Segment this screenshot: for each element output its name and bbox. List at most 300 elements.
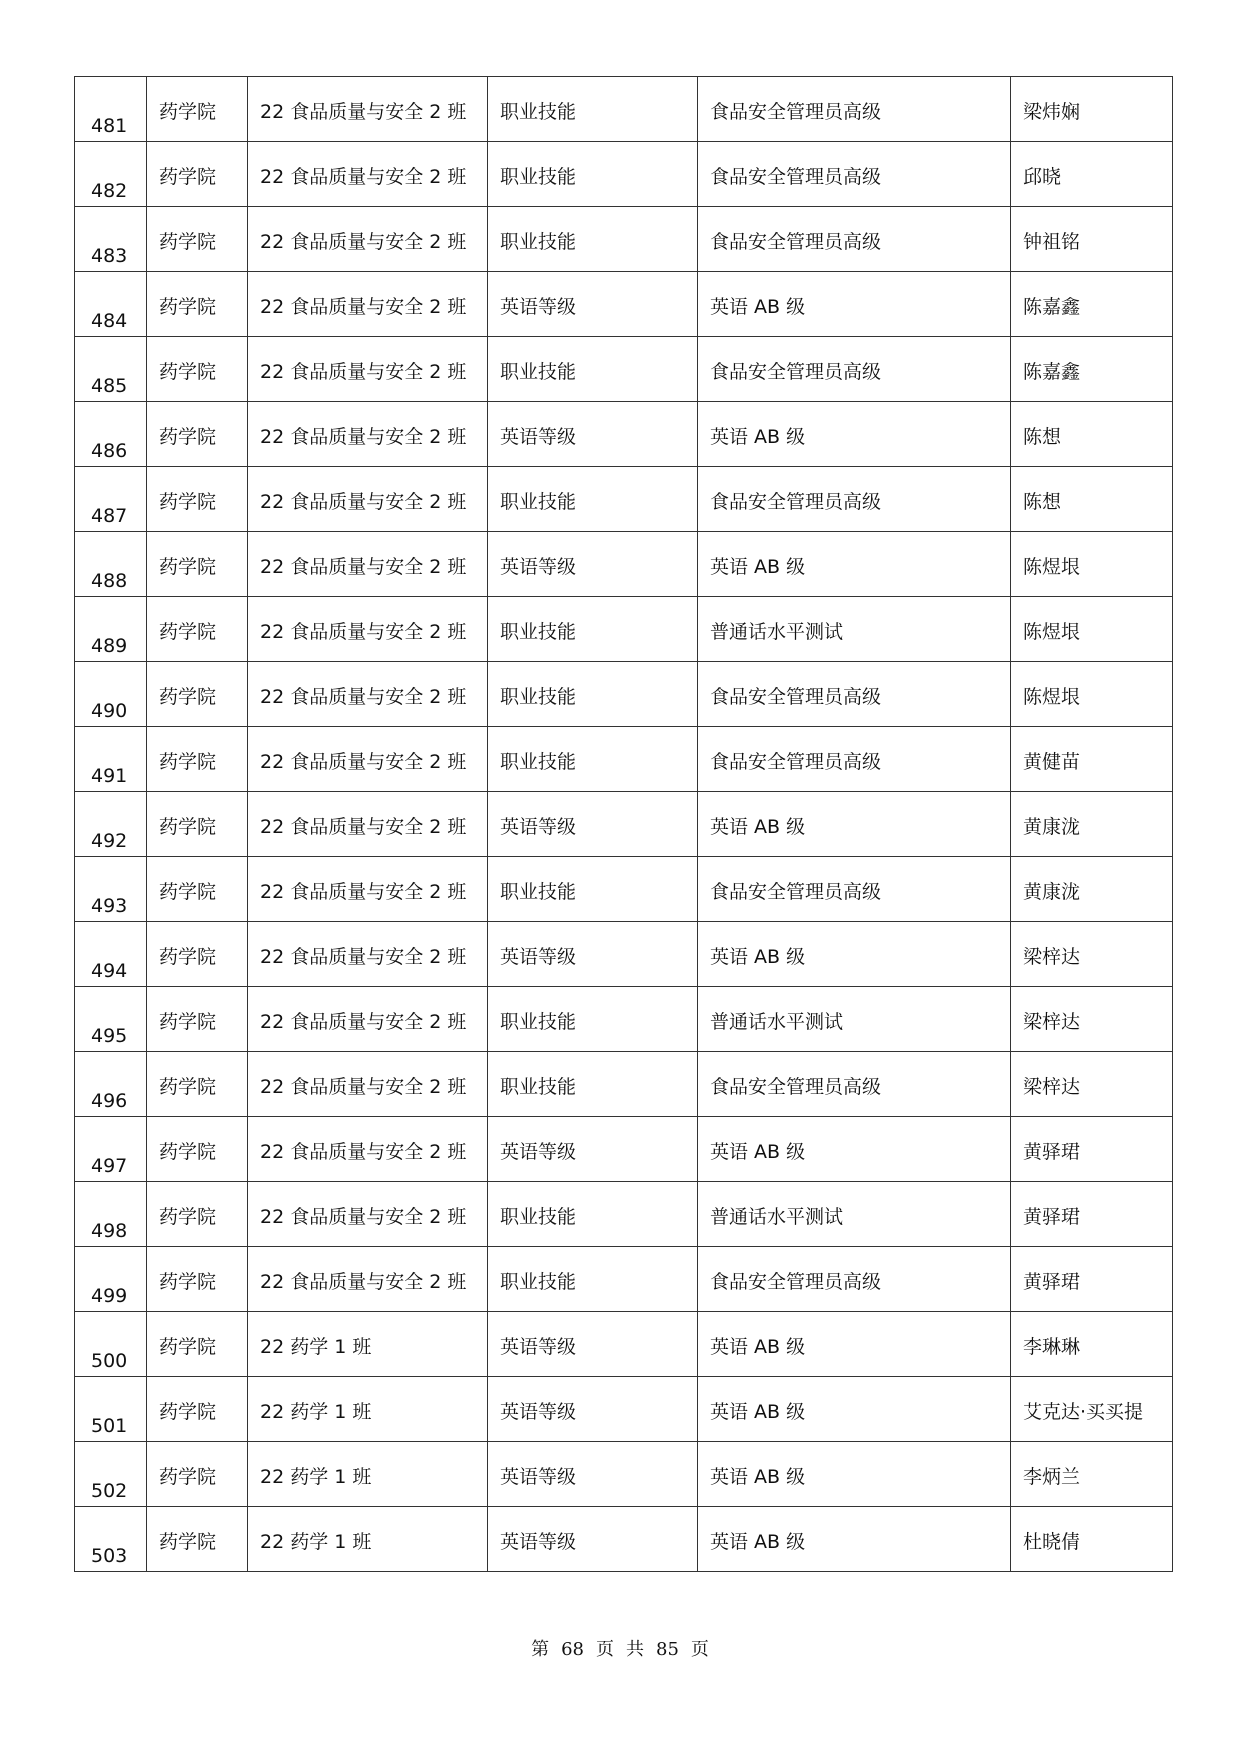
cert-category-cell	[488, 532, 698, 597]
row-number: 501	[91, 1415, 128, 1437]
student-name-cell	[1011, 532, 1173, 597]
row-number-cell	[75, 857, 147, 922]
row-number-cell	[75, 1507, 147, 1572]
college-cell	[147, 77, 248, 142]
student-name: 艾克达·买买提	[1023, 1401, 1144, 1423]
class-name-cell	[248, 402, 488, 467]
cert-name-cell	[698, 337, 1011, 402]
row-number: 486	[91, 440, 128, 462]
cert-category-cell	[488, 467, 698, 532]
footer-page-word: 页	[596, 1639, 614, 1660]
cert-category: 英语等级	[500, 1531, 577, 1553]
cert-name-cell	[698, 272, 1011, 337]
class-name-cell	[248, 987, 488, 1052]
cert-name: 英语 AB 级	[710, 1336, 806, 1358]
class-name-cell	[248, 337, 488, 402]
row-number-cell	[75, 1442, 147, 1507]
cert-category: 英语等级	[500, 1401, 577, 1423]
table-row	[75, 1052, 1173, 1117]
cert-name-cell	[698, 662, 1011, 727]
student-name-cell	[1011, 597, 1173, 662]
class-name-cell	[248, 662, 488, 727]
class-name-cell	[248, 1052, 488, 1117]
college-cell	[147, 792, 248, 857]
cert-name-cell	[698, 77, 1011, 142]
cert-category: 职业技能	[500, 621, 577, 643]
cert-category-cell	[488, 272, 698, 337]
row-number: 485	[91, 375, 128, 397]
college-cell	[147, 1507, 248, 1572]
cert-category: 英语等级	[500, 816, 577, 838]
cert-name-cell	[698, 467, 1011, 532]
student-name: 黄驿珺	[1023, 1271, 1081, 1293]
row-number-cell	[75, 597, 147, 662]
cert-category: 职业技能	[500, 1271, 577, 1293]
class-name: 22 食品质量与安全 2 班	[260, 1141, 467, 1163]
certificate-table	[74, 76, 1173, 1572]
college-cell	[147, 532, 248, 597]
table-row	[75, 922, 1173, 987]
cert-name: 英语 AB 级	[710, 1531, 806, 1553]
cert-category-cell	[488, 662, 698, 727]
class-name-cell	[248, 1507, 488, 1572]
row-number-cell	[75, 142, 147, 207]
cert-category-cell	[488, 922, 698, 987]
row-number: 503	[91, 1545, 128, 1567]
cert-category-cell	[488, 77, 698, 142]
table-row	[75, 662, 1173, 727]
cert-category-cell	[488, 1377, 698, 1442]
college: 药学院	[159, 166, 217, 188]
student-name: 陈想	[1023, 491, 1062, 513]
student-name: 李炳兰	[1023, 1466, 1081, 1488]
cert-name: 食品安全管理员高级	[710, 751, 882, 773]
cert-category: 英语等级	[500, 556, 577, 578]
cert-category: 职业技能	[500, 686, 577, 708]
cert-name: 英语 AB 级	[710, 946, 806, 968]
student-name: 陈煜垠	[1023, 621, 1081, 643]
row-number-cell	[75, 987, 147, 1052]
class-name: 22 药学 1 班	[260, 1336, 372, 1358]
cert-name: 食品安全管理员高级	[710, 491, 882, 513]
row-number-cell	[75, 1247, 147, 1312]
college: 药学院	[159, 946, 217, 968]
cert-category: 英语等级	[500, 1466, 577, 1488]
student-name-cell	[1011, 727, 1173, 792]
row-number-cell	[75, 532, 147, 597]
college-cell	[147, 337, 248, 402]
cert-name-cell	[698, 727, 1011, 792]
student-name: 黄驿珺	[1023, 1141, 1081, 1163]
cert-name: 英语 AB 级	[710, 296, 806, 318]
row-number: 492	[91, 830, 128, 852]
student-name: 黄康泷	[1023, 881, 1081, 903]
cert-name-cell	[698, 1052, 1011, 1117]
student-name-cell	[1011, 1117, 1173, 1182]
table-row	[75, 1247, 1173, 1312]
college: 药学院	[159, 491, 217, 513]
college-cell	[147, 1182, 248, 1247]
row-number: 489	[91, 635, 128, 657]
class-name-cell	[248, 272, 488, 337]
cert-name: 食品安全管理员高级	[710, 166, 882, 188]
footer-suffix: 页	[690, 1639, 709, 1660]
class-name-cell	[248, 597, 488, 662]
footer-prefix: 第	[531, 1639, 550, 1660]
student-name: 钟祖铭	[1023, 231, 1081, 253]
cert-name-cell	[698, 792, 1011, 857]
cert-name-cell	[698, 1182, 1011, 1247]
table-row	[75, 727, 1173, 792]
footer-total-word: 共	[626, 1639, 644, 1660]
cert-name: 英语 AB 级	[710, 1401, 806, 1423]
table-row	[75, 337, 1173, 402]
cert-name: 普通话水平测试	[710, 621, 844, 643]
table-row	[75, 532, 1173, 597]
college: 药学院	[159, 1076, 217, 1098]
college: 药学院	[159, 1206, 217, 1228]
cert-name-cell	[698, 142, 1011, 207]
row-number-cell	[75, 922, 147, 987]
table-row	[75, 1377, 1173, 1442]
table-row	[75, 467, 1173, 532]
class-name-cell	[248, 1117, 488, 1182]
student-name-cell	[1011, 77, 1173, 142]
cert-category-cell	[488, 792, 698, 857]
cert-category: 英语等级	[500, 426, 577, 448]
cert-category: 职业技能	[500, 751, 577, 773]
cert-name: 英语 AB 级	[710, 816, 806, 838]
college-cell	[147, 662, 248, 727]
student-name: 梁炜娴	[1023, 101, 1081, 123]
row-number-cell	[75, 662, 147, 727]
cert-category: 职业技能	[500, 881, 577, 903]
row-number-cell	[75, 1117, 147, 1182]
cert-name: 食品安全管理员高级	[710, 361, 882, 383]
class-name: 22 食品质量与安全 2 班	[260, 946, 467, 968]
cert-name-cell	[698, 1442, 1011, 1507]
row-number: 495	[91, 1025, 128, 1047]
cert-category-cell	[488, 727, 698, 792]
cert-name-cell	[698, 857, 1011, 922]
cert-category-cell	[488, 1312, 698, 1377]
college: 药学院	[159, 686, 217, 708]
college: 药学院	[159, 816, 217, 838]
row-number: 487	[91, 505, 128, 527]
college-cell	[147, 1247, 248, 1312]
class-name-cell	[248, 792, 488, 857]
student-name: 黄健苗	[1023, 751, 1081, 773]
student-name-cell	[1011, 337, 1173, 402]
student-name-cell	[1011, 1052, 1173, 1117]
college-cell	[147, 857, 248, 922]
row-number: 483	[91, 245, 128, 267]
row-number: 488	[91, 570, 128, 592]
cert-name-cell	[698, 597, 1011, 662]
cert-category: 英语等级	[500, 946, 577, 968]
class-name: 22 食品质量与安全 2 班	[260, 816, 467, 838]
college-cell	[147, 1117, 248, 1182]
student-name-cell	[1011, 207, 1173, 272]
cert-name: 英语 AB 级	[710, 1141, 806, 1163]
class-name: 22 药学 1 班	[260, 1401, 372, 1423]
student-name: 陈嘉鑫	[1023, 296, 1081, 318]
cert-category: 职业技能	[500, 166, 577, 188]
cert-category: 英语等级	[500, 1141, 577, 1163]
table-row	[75, 987, 1173, 1052]
cert-category-cell	[488, 1247, 698, 1312]
row-number: 490	[91, 700, 128, 722]
student-name: 李琳琳	[1023, 1336, 1081, 1358]
student-name: 陈煜垠	[1023, 556, 1081, 578]
row-number: 481	[91, 115, 128, 137]
cert-name: 英语 AB 级	[710, 556, 806, 578]
row-number: 494	[91, 960, 128, 982]
student-name-cell	[1011, 1442, 1173, 1507]
student-name-cell	[1011, 922, 1173, 987]
row-number: 496	[91, 1090, 128, 1112]
class-name: 22 食品质量与安全 2 班	[260, 166, 467, 188]
class-name-cell	[248, 727, 488, 792]
row-number-cell	[75, 727, 147, 792]
student-name: 黄驿珺	[1023, 1206, 1081, 1228]
footer-total-pages: 85	[656, 1639, 679, 1660]
student-name-cell	[1011, 272, 1173, 337]
class-name: 22 食品质量与安全 2 班	[260, 491, 467, 513]
college: 药学院	[159, 881, 217, 903]
row-number-cell	[75, 1182, 147, 1247]
college-cell	[147, 727, 248, 792]
cert-category-cell	[488, 597, 698, 662]
class-name: 22 食品质量与安全 2 班	[260, 621, 467, 643]
row-number: 498	[91, 1220, 128, 1242]
row-number: 482	[91, 180, 128, 202]
class-name: 22 食品质量与安全 2 班	[260, 361, 467, 383]
cert-name-cell	[698, 987, 1011, 1052]
table-row	[75, 1312, 1173, 1377]
college: 药学院	[159, 1141, 217, 1163]
college: 药学院	[159, 361, 217, 383]
college-cell	[147, 1312, 248, 1377]
college: 药学院	[159, 426, 217, 448]
student-name-cell	[1011, 1182, 1173, 1247]
student-name: 陈煜垠	[1023, 686, 1081, 708]
cert-name-cell	[698, 532, 1011, 597]
college: 药学院	[159, 621, 217, 643]
table-row	[75, 1117, 1173, 1182]
cert-category-cell	[488, 337, 698, 402]
class-name-cell	[248, 857, 488, 922]
college: 药学院	[159, 231, 217, 253]
student-name-cell	[1011, 1507, 1173, 1572]
table-row	[75, 402, 1173, 467]
class-name-cell	[248, 142, 488, 207]
class-name: 22 食品质量与安全 2 班	[260, 686, 467, 708]
cert-name-cell	[698, 1117, 1011, 1182]
row-number: 502	[91, 1480, 128, 1502]
cert-name: 食品安全管理员高级	[710, 686, 882, 708]
row-number-cell	[75, 1377, 147, 1442]
cert-name: 食品安全管理员高级	[710, 1076, 882, 1098]
table-row	[75, 207, 1173, 272]
cert-name: 食品安全管理员高级	[710, 1271, 882, 1293]
table-row	[75, 77, 1173, 142]
class-name: 22 食品质量与安全 2 班	[260, 751, 467, 773]
cert-category: 职业技能	[500, 491, 577, 513]
student-name-cell	[1011, 662, 1173, 727]
cert-name-cell	[698, 1247, 1011, 1312]
cert-name-cell	[698, 207, 1011, 272]
cert-name: 英语 AB 级	[710, 1466, 806, 1488]
class-name: 22 食品质量与安全 2 班	[260, 1271, 467, 1293]
class-name-cell	[248, 1312, 488, 1377]
college-cell	[147, 402, 248, 467]
cert-category: 职业技能	[500, 361, 577, 383]
college-cell	[147, 142, 248, 207]
table-row	[75, 1442, 1173, 1507]
row-number-cell	[75, 207, 147, 272]
cert-category-cell	[488, 142, 698, 207]
row-number: 499	[91, 1285, 128, 1307]
student-name-cell	[1011, 402, 1173, 467]
student-name-cell	[1011, 1312, 1173, 1377]
class-name: 22 食品质量与安全 2 班	[260, 556, 467, 578]
class-name: 22 药学 1 班	[260, 1531, 372, 1553]
college: 药学院	[159, 1531, 217, 1553]
college-cell	[147, 1052, 248, 1117]
cert-name: 英语 AB 级	[710, 426, 806, 448]
row-number-cell	[75, 77, 147, 142]
cert-category-cell	[488, 207, 698, 272]
cert-category: 职业技能	[500, 1076, 577, 1098]
row-number: 484	[91, 310, 128, 332]
college-cell	[147, 207, 248, 272]
table-row	[75, 1182, 1173, 1247]
class-name: 22 食品质量与安全 2 班	[260, 1076, 467, 1098]
row-number: 497	[91, 1155, 128, 1177]
table-row	[75, 1507, 1173, 1572]
row-number-cell	[75, 1052, 147, 1117]
student-name: 陈嘉鑫	[1023, 361, 1081, 383]
student-name-cell	[1011, 1377, 1173, 1442]
cert-category-cell	[488, 1507, 698, 1572]
student-name-cell	[1011, 1247, 1173, 1312]
class-name: 22 药学 1 班	[260, 1466, 372, 1488]
student-name-cell	[1011, 987, 1173, 1052]
college-cell	[147, 597, 248, 662]
student-name: 杜晓倩	[1023, 1531, 1081, 1553]
student-name-cell	[1011, 857, 1173, 922]
college-cell	[147, 1377, 248, 1442]
row-number: 491	[91, 765, 128, 787]
cert-category: 英语等级	[500, 1336, 577, 1358]
student-name-cell	[1011, 467, 1173, 532]
student-name: 梁梓达	[1023, 1076, 1081, 1098]
table-row	[75, 857, 1173, 922]
table-row	[75, 597, 1173, 662]
college-cell	[147, 467, 248, 532]
class-name-cell	[248, 1247, 488, 1312]
table-body	[75, 77, 1173, 1572]
row-number: 500	[91, 1350, 128, 1372]
class-name-cell	[248, 922, 488, 987]
student-name: 梁梓达	[1023, 1011, 1081, 1033]
page-footer	[0, 1635, 1240, 1661]
table-row	[75, 272, 1173, 337]
college-cell	[147, 987, 248, 1052]
student-name: 陈想	[1023, 426, 1062, 448]
row-number-cell	[75, 467, 147, 532]
cert-category: 职业技能	[500, 1206, 577, 1228]
cert-name: 食品安全管理员高级	[710, 231, 882, 253]
class-name: 22 食品质量与安全 2 班	[260, 231, 467, 253]
cert-category: 英语等级	[500, 296, 577, 318]
cert-category: 职业技能	[500, 231, 577, 253]
class-name-cell	[248, 532, 488, 597]
cert-category-cell	[488, 402, 698, 467]
college: 药学院	[159, 751, 217, 773]
cert-name-cell	[698, 1377, 1011, 1442]
row-number-cell	[75, 337, 147, 402]
class-name: 22 食品质量与安全 2 班	[260, 881, 467, 903]
cert-category-cell	[488, 857, 698, 922]
class-name: 22 食品质量与安全 2 班	[260, 296, 467, 318]
cert-category-cell	[488, 1052, 698, 1117]
student-name: 黄康泷	[1023, 816, 1081, 838]
row-number-cell	[75, 402, 147, 467]
table-row	[75, 142, 1173, 207]
row-number-cell	[75, 792, 147, 857]
cert-category-cell	[488, 1442, 698, 1507]
class-name-cell	[248, 1442, 488, 1507]
college: 药学院	[159, 296, 217, 318]
class-name-cell	[248, 77, 488, 142]
class-name-cell	[248, 467, 488, 532]
college: 药学院	[159, 1011, 217, 1033]
class-name-cell	[248, 1182, 488, 1247]
college: 药学院	[159, 1466, 217, 1488]
college: 药学院	[159, 1336, 217, 1358]
cert-category-cell	[488, 1117, 698, 1182]
class-name: 22 食品质量与安全 2 班	[260, 426, 467, 448]
cert-category: 职业技能	[500, 1011, 577, 1033]
row-number-cell	[75, 1312, 147, 1377]
student-name: 邱晓	[1023, 166, 1062, 188]
student-name: 梁梓达	[1023, 946, 1081, 968]
cert-category-cell	[488, 1182, 698, 1247]
student-name-cell	[1011, 792, 1173, 857]
class-name: 22 食品质量与安全 2 班	[260, 1206, 467, 1228]
row-number: 493	[91, 895, 128, 917]
cert-name-cell	[698, 402, 1011, 467]
cert-name-cell	[698, 922, 1011, 987]
cert-name: 食品安全管理员高级	[710, 101, 882, 123]
footer-page-number: 68	[561, 1639, 584, 1660]
college: 药学院	[159, 556, 217, 578]
cert-name: 普通话水平测试	[710, 1206, 844, 1228]
cert-name-cell	[698, 1312, 1011, 1377]
college: 药学院	[159, 1401, 217, 1423]
class-name-cell	[248, 207, 488, 272]
class-name: 22 食品质量与安全 2 班	[260, 101, 467, 123]
college-cell	[147, 922, 248, 987]
row-number-cell	[75, 272, 147, 337]
cert-name-cell	[698, 1507, 1011, 1572]
student-name-cell	[1011, 142, 1173, 207]
college: 药学院	[159, 101, 217, 123]
college-cell	[147, 1442, 248, 1507]
cert-category: 职业技能	[500, 101, 577, 123]
